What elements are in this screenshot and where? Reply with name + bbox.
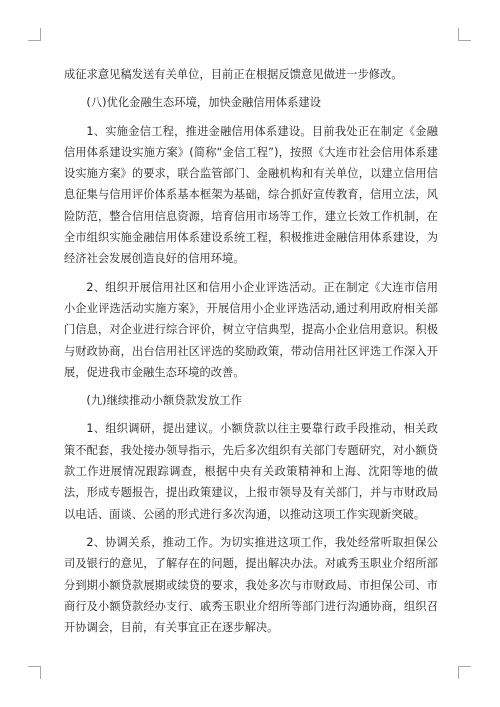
- crop-mark-top-left: [28, 28, 41, 41]
- crop-mark-top-right: [458, 28, 471, 41]
- paragraph-credit-community: 2、组织开展信用社区和信用小企业评选活动。正在制定《大连市信用小企业评选活动实施方案》，开展信用小企业评选活动,通过利用政府相关部门信息，对企业进行综合评价，树立守信典型，提高小企业信用意识。积极与财政协商，出台信用社区评选的奖励政策，带动信用社区评选工作深入开展，促进我市金融生态环境的改善。: [64, 280, 438, 379]
- crop-mark-bottom-right: [458, 666, 471, 679]
- paragraph-credit-project: 1、实施金信工程，推进金融信用体系建设。目前我处正在制定《金融信用体系建设实施方案》(简称“金信工程”)，按照《大连市社会信用体系建设实施方案》的要求，联合监管部门、金融机构和有关单位，以建立信用信息征集与信用评价体系基本框架为基础，综合抓好宣传教育，信用立法，风险防范，整合信用信息资源，培育信用市场等工作，建立长效工作机制，在全市组织实施金融信用体系建设系统工程，积极推进金融信用体系建设，为经济社会发展创造良好的信用环境。: [64, 124, 438, 266]
- paragraph-continuation: 成征求意见稿发送有关单位，目前正在根据反馈意见做进一步修改。: [64, 68, 403, 81]
- section-heading-9: (九)继续推动小额贷款发放工作: [86, 394, 243, 408]
- paragraph-research-proposal: 1、组织调研，提出建议。小额贷款以往主要靠行政手段推动，相关政策不配套，我处接办领导指示，先后多次组织有关部门专题研究，对小额贷款工作进展情况跟踪调查，根据中央有关政策精神和上海、沈阳等地的做法，形成专题报告，提出政策建议，上报市领导及有关部门，并与市财政局以电话、面谈、公函的形式进行多次沟通，以推动这项工作实现新突破。: [64, 422, 438, 521]
- section-heading-8: (八)优化金融生态环境，加快金融信用体系建设: [86, 96, 322, 110]
- document-body: [64, 64, 438, 645]
- crop-mark-bottom-left: [28, 666, 41, 679]
- paragraph-coordination: 2、协调关系，推动工作。为切实推进这项工作，我处经常听取担保公司及银行的意见，了解存在的问题，提出解决办法。对戚秀玉职业介绍所部分到期小额贷款展期或续贷的要求，我处多次与市财政局、市担保公司、市商行及小额贷款经办支行、戚秀玉职业介绍所等部门进行沟通协商，组织召开协调会，目前，有关事宜正在逐步解决。: [64, 535, 438, 635]
